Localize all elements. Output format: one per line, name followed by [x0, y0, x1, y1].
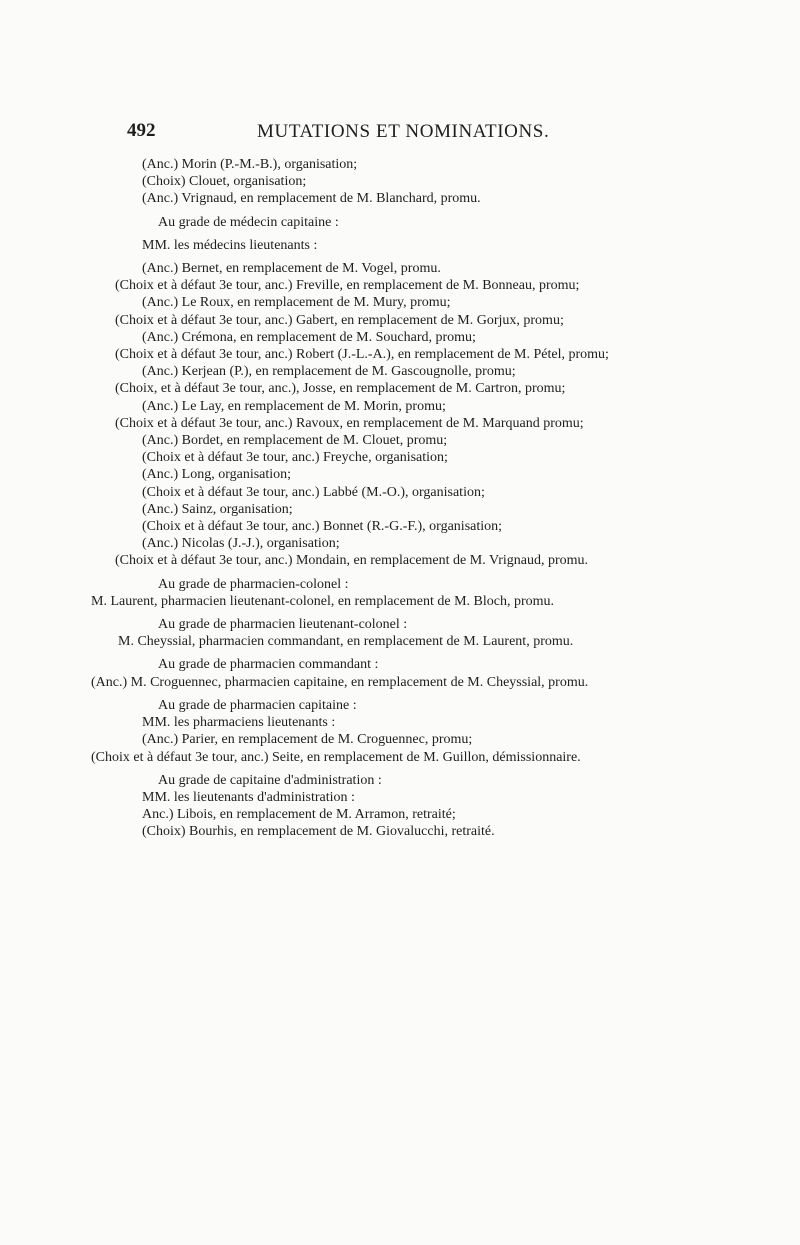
text-line: (Anc.) M. Croguennec, pharmacien capitaine, en remplacement de M. Cheyssial, promu.: [91, 674, 589, 690]
text-line: (Choix) Clouet, organisation;: [142, 174, 307, 190]
text-body: [91, 156, 686, 841]
text-line: (Choix, et à défaut 3e tour, anc.), Josse, en remplacement de M. Cartron, promu;: [115, 381, 566, 397]
text-line: (Choix et à défaut 3e tour, anc.) Mondain, en remplacement de M. Vrignaud, promu.: [115, 553, 589, 569]
text-line: (Anc.) Vrignaud, en remplacement de M. Blanchard, promu.: [142, 191, 481, 207]
text-line: (Choix et à défaut 3e tour, anc.) Labbé (M.-O.), organisation;: [142, 484, 485, 500]
text-line: Au grade de médecin capitaine :: [158, 214, 339, 230]
text-line: MM. les pharmaciens lieutenants :: [142, 715, 336, 731]
text-line: (Choix et à défaut 3e tour, anc.) Bonnet (R.-G.-F.), organisation;: [142, 519, 503, 535]
page-number: 492: [127, 120, 156, 141]
text-line: Au grade de pharmacien lieutenant-colonel :: [158, 617, 408, 633]
text-line: (Choix et à défaut 3e tour, anc.) Seite, en remplacement de M. Guillon, démissionnaire.: [91, 749, 581, 765]
text-line: (Anc.) Parier, en remplacement de M. Croguennec, promu;: [142, 732, 473, 748]
text-line: (Anc.) Long, organisation;: [142, 467, 292, 483]
text-line: (Anc.) Le Lay, en remplacement de M. Morin, promu;: [142, 398, 446, 414]
text-line: M. Laurent, pharmacien lieutenant-colonel, en remplacement de M. Bloch, promu.: [91, 593, 555, 609]
text-line: Au grade de capitaine d'administration :: [158, 772, 382, 788]
text-line: (Choix et à défaut 3e tour, anc.) Freyche, organisation;: [142, 450, 448, 466]
text-line: (Anc.) Nicolas (J.-J.), organisation;: [142, 536, 340, 552]
text-line: (Anc.) Crémona, en remplacement de M. Souchard, promu;: [142, 329, 476, 345]
text-line: (Anc.) Le Roux, en remplacement de M. Mury, promu;: [142, 295, 451, 311]
text-line: Anc.) Libois, en remplacement de M. Arramon, retraité;: [142, 807, 456, 823]
text-line: Au grade de pharmacien commandant :: [158, 657, 379, 673]
text-line: MM. les médecins lieutenants :: [142, 237, 318, 253]
text-line: (Anc.) Morin (P.-M.-B.), organisation;: [142, 157, 358, 172]
text-line: MM. les lieutenants d'administration :: [142, 789, 355, 805]
text-line: (Anc.) Kerjean (P.), en remplacement de M. Gascougnolle, promu;: [142, 364, 516, 380]
text-line: (Anc.) Bernet, en remplacement de M. Vogel, promu.: [142, 261, 441, 277]
text-line: (Choix) Bourhis, en remplacement de M. Giovalucchi, retraité.: [142, 824, 495, 840]
text-line: (Choix et à défaut 3e tour, anc.) Gabert, en remplacement de M. Gorjux, promu;: [115, 312, 564, 328]
text-line: (Choix et à défaut 3e tour, anc.) Ravoux, en remplacement de M. Marquand promu;: [115, 415, 584, 431]
text-line: M. Cheyssial, pharmacien commandant, en remplacement de M. Laurent, promu.: [118, 634, 574, 650]
text-line: Au grade de pharmacien-colonel :: [158, 576, 349, 592]
running-title: MUTATIONS ET NOMINATIONS.: [257, 121, 550, 142]
page-header: [127, 120, 687, 148]
text-line: (Choix et à défaut 3e tour, anc.) Freville, en remplacement de M. Bonneau, promu;: [115, 278, 580, 294]
text-line: (Anc.) Sainz, organisation;: [142, 501, 293, 517]
text-line: (Anc.) Bordet, en remplacement de M. Clouet, promu;: [142, 433, 448, 449]
text-line: Au grade de pharmacien capitaine :: [158, 697, 357, 713]
text-line: (Choix et à défaut 3e tour, anc.) Robert (J.-L.-A.), en remplacement de M. Pétel, promu;: [115, 347, 609, 363]
